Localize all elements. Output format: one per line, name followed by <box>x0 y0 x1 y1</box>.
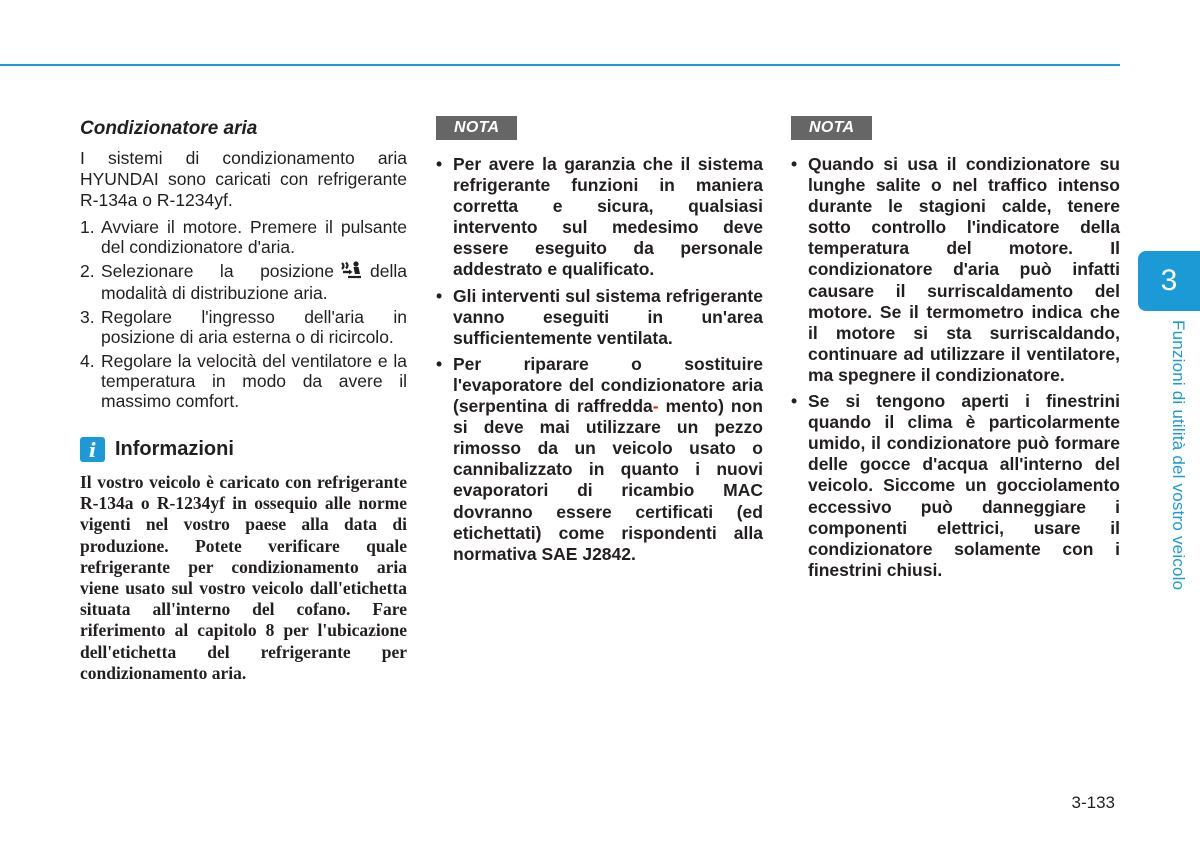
nota-badge: NOTA <box>436 116 517 140</box>
info-text: Il vostro veicolo è caricato con refrigerante R-134a o R-1234yf in ossequio alle norme vigenti nel vostro paese alla data di produzione. Potete verificare quale refrigerante per condizionamento aria viene usato sul vostro veicolo dall'etichetta situata all'interno del cofano. Fare riferimento al capitolo 8 per l'ubicazione dell'etichetta del refrigerante per condizionamento aria. <box>80 472 407 683</box>
bullet-text: Per avere la garanzia che il sistema refrigerante funzioni in maniera corretta e sicura, qualsiasi intervento sul medesimo deve essere eseguito da personale addestrato e qualificato. <box>453 154 763 280</box>
nota-bullet-item <box>791 391 1120 581</box>
bullet-dot: • <box>436 353 443 374</box>
bullet-text-after: mento) non si deve mai utilizzare un pezzo rimosso da un veicolo usato o cannibalizzato in quanto i nuovi evaporatori di ricambio MAC dovranno essere certificati (ed etichettati) come rispondenti alla normativa SAE J2842. <box>453 396 763 564</box>
section-intro: I sistemi di condizionamento aria HYUNDAI sono caricati con refrigerante R-134a o R-1234yf. <box>80 148 407 210</box>
column-left <box>80 116 407 684</box>
step-text: Regolare la velocità del ventilatore e la temperatura in modo da avere il massimo comfort. <box>101 351 407 411</box>
bullet-text-before: Per riparare o sostituire l'evaporatore del condizionatore aria (serpentina di raffredda <box>453 353 763 417</box>
info-icon: i <box>80 437 105 462</box>
column-middle <box>436 116 763 570</box>
step-item <box>80 217 407 257</box>
step-number: 1. <box>80 217 95 237</box>
step-item <box>80 351 407 411</box>
bullet-text: Quando si usa il condizionatore su lunghe salite o nel traffico intenso durante le stagioni calde, tenere sotto controllo l'indicatore della temperatura del motore. Il condizionatore d'aria può infatti causare il surriscaldamento del motore. Se il termometro indica che il motore si sta surriscaldando, continuare ad utilizzare il ventilatore, ma spegnere il condizionatore. <box>808 154 1120 385</box>
nota-list <box>436 154 763 565</box>
chapter-label: Funzioni di utilità del vostro veicolo <box>1169 320 1188 591</box>
step-text-before: Selezionare la posizione <box>101 261 335 281</box>
nota-bullet-item <box>436 286 763 349</box>
column-right <box>791 116 1120 586</box>
bullet-dot: • <box>436 154 443 174</box>
page-number: 3-133 <box>1071 793 1115 812</box>
steps-list <box>80 217 407 411</box>
bullet-text: Se si tengono aperti i finestrini quando il clima è particolarmente umido, il condizionatore può formare delle gocce d'acqua all'interno del veicolo. Siccome un gocciolamento eccessivo può danneggiare i componenti elettrici, usare il condizionatore solamente con i finestrini chiusi. <box>808 391 1120 580</box>
step-item <box>80 307 407 347</box>
step-item <box>80 261 407 303</box>
nota-bullet-item <box>436 154 763 281</box>
bullet-dot: • <box>791 154 798 174</box>
nota-bullet-item <box>791 154 1120 386</box>
step-number: 2. <box>80 261 95 281</box>
step-number: 3. <box>80 307 95 327</box>
floor-defrost-mode-icon <box>340 261 364 283</box>
bullet-dot: • <box>436 285 443 306</box>
nota-badge: NOTA <box>791 116 872 140</box>
step-text: Avviare il motore. Premere il pulsante del condizionatore d'aria. <box>101 217 407 257</box>
step-text: Regolare l'ingresso dell'aria in posizione di aria esterna o di ricircolo. <box>101 307 407 347</box>
step-text-after: della modalità di distribuzione aria. <box>101 261 407 303</box>
info-heading <box>80 437 407 462</box>
section-title: Condizionatore aria <box>80 118 258 139</box>
nota-bullet-item <box>436 354 763 565</box>
step-number: 4. <box>80 351 95 371</box>
bullet-text: Gli interventi sul sistema refrigerante vanno eseguiti in un'area sufficientemente ventilata. <box>453 285 763 348</box>
chapter-tab: 3 <box>1138 251 1200 311</box>
hyphenation-mark: - <box>652 396 659 417</box>
nota-list <box>791 154 1120 581</box>
info-title: Informazioni <box>115 438 234 460</box>
header-rule <box>0 64 1120 66</box>
bullet-dot: • <box>791 391 798 412</box>
